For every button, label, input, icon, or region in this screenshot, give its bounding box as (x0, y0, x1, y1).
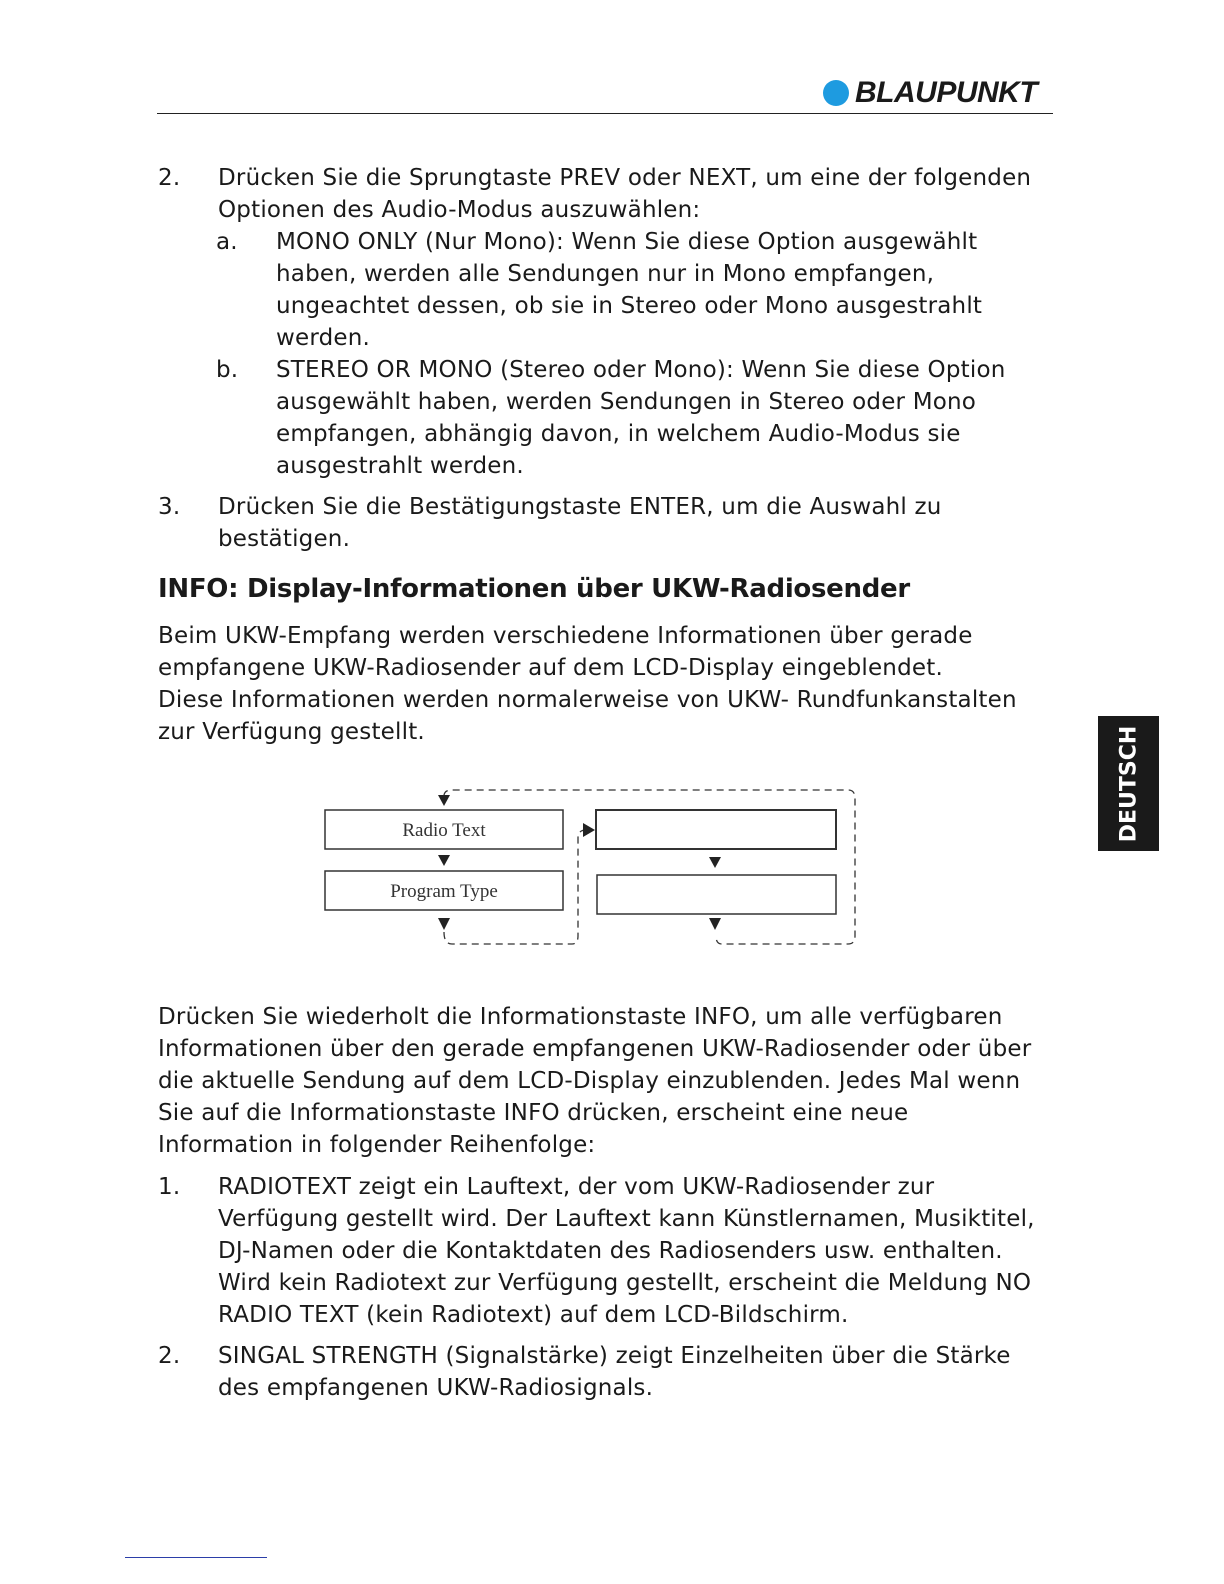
arrow-down-icon (438, 918, 450, 930)
footer-rule (125, 1557, 267, 1558)
arrow-down-icon (438, 855, 450, 866)
diagram-box-empty (596, 810, 836, 849)
diagram-label: Radio Text (402, 820, 486, 841)
step-number: 3. (158, 494, 181, 520)
body-paragraph: Drücken Sie wiederholt die Informationstaste INFO, um alle verfügbaren Informationen über den gerade empfangenen UKW-Radiosender oder über die aktuelle Sendung auf dem LCD-Display einzublenden. Jedes Mal wenn Sie auf die Informationstaste INFO drücken, erscheint eine neue Information in folgender Reihenfolge: (158, 1004, 1032, 1158)
step-number: 2. (158, 1343, 181, 1369)
logo-dot-icon (823, 80, 849, 106)
section-title: INFO: Display-Informationen über UKW-Radiosender (158, 574, 910, 604)
arrow-down-icon (709, 857, 721, 868)
diagram-label: Program Type (390, 881, 498, 902)
step-text: Drücken Sie die Sprungtaste PREV oder NEXT, um eine der folgenden Optionen des Audio-Modus auszuwählen: (218, 165, 1032, 223)
brand-logo (823, 76, 1037, 110)
arrow-right-icon (583, 823, 595, 837)
step-text: Drücken Sie die Bestätigungstaste ENTER, um die Auswahl zu bestätigen. (218, 494, 942, 552)
arrow-down-icon (709, 918, 721, 930)
step-number: 1. (158, 1174, 181, 1200)
header-divider (157, 113, 1053, 114)
info-cycle-diagram (300, 780, 880, 960)
step-text: SINGAL STRENGTH (Signalstärke) zeigt Einzelheiten über die Stärke des empfangenen UKW-Radiosignals. (218, 1343, 1011, 1401)
language-tab (1098, 716, 1159, 851)
option-letter: a. (216, 229, 238, 255)
step-text: RADIOTEXT zeigt ein Lauftext, der vom UKW-Radiosender zur Verfügung gestellt wird. Der Lauftext kann Künstlernamen, Musiktitel, DJ-Namen oder die Kontaktdaten des Radiosenders usw. enthalten. Wird kein Radiotext zur Verfügung gestellt, erscheint die Meldung NO RADIO TEXT (kein Radiotext) auf dem LCD-Bildschirm. (218, 1174, 1035, 1328)
language-tab-label: DEUTSCH (1116, 725, 1141, 842)
step-number: 2. (158, 165, 181, 191)
option-letter: b. (216, 357, 239, 383)
diagram-box-empty (597, 875, 836, 914)
option-text: STEREO OR MONO (Stereo oder Mono): Wenn Sie diese Option ausgewählt haben, werden Sendungen in Stereo oder Mono empfangen, abhängig davon, in welchem Audio-Modus sie ausgestrahlt werden. (276, 357, 1006, 479)
option-text: MONO ONLY (Nur Mono): Wenn Sie diese Option ausgewählt haben, werden alle Sendungen nur in Mono empfangen, ungeachtet dessen, ob sie in Stereo oder Mono ausgestrahlt werden. (276, 229, 983, 351)
section-intro: Beim UKW-Empfang werden verschiedene Informationen über gerade empfangene UKW-Radiosender auf dem LCD-Display eingeblendet. (158, 623, 973, 681)
brand-name: BLAUPUNKT (855, 76, 1038, 109)
section-intro-2: Diese Informationen werden normalerweise von UKW- Rundfunkanstalten zur Verfügung gestellt. (158, 687, 1017, 745)
arrow-down-icon (438, 795, 450, 806)
